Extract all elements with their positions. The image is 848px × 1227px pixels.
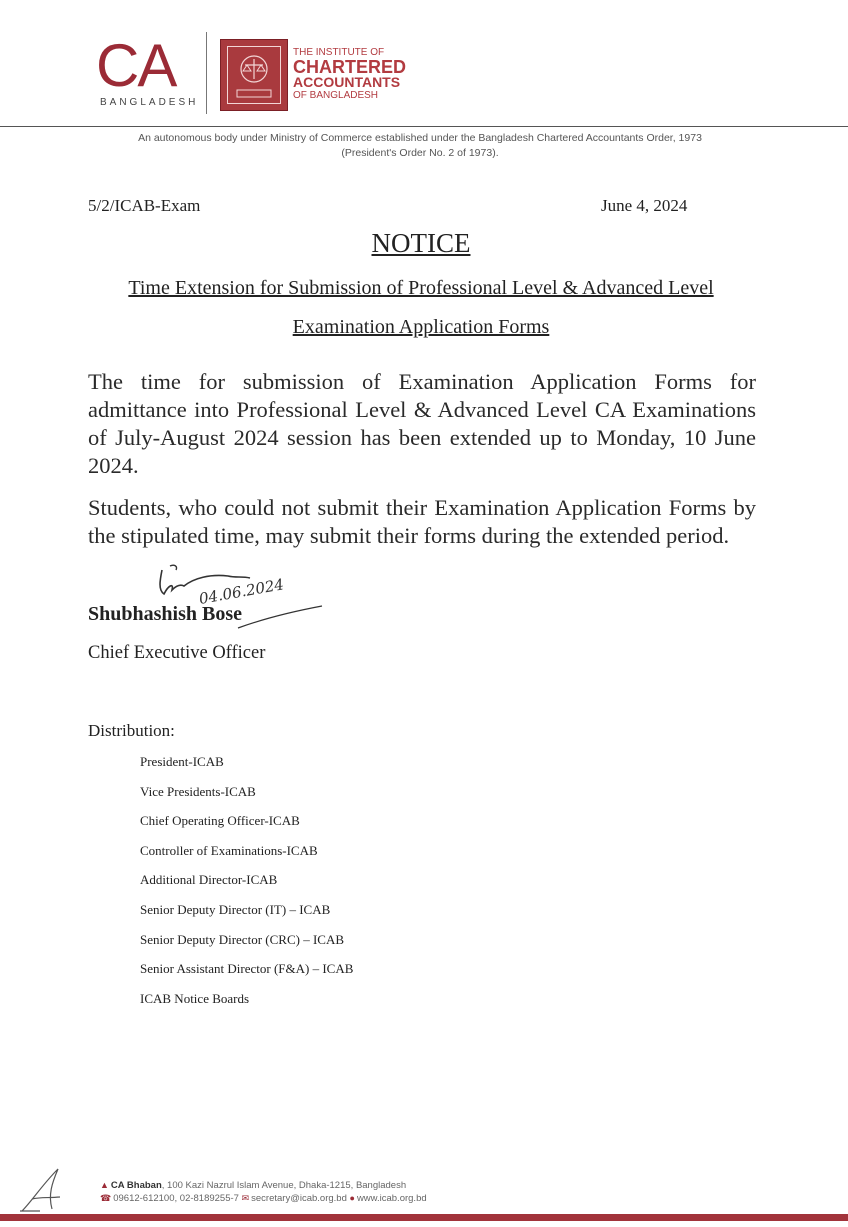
institute-seal-icon — [220, 39, 288, 111]
institute-name-line3: ACCOUNTANTS — [293, 74, 401, 90]
tagline-line2: (President's Order No. 2 of 1973). — [341, 147, 499, 159]
footer-address — [100, 1180, 406, 1191]
notice-paragraph-2: Students, who could not submit their Examination Application Forms by the stipulated time, may submit their forms during the extended period. — [88, 495, 756, 548]
list-item: Chief Operating Officer-ICAB — [140, 813, 300, 829]
list-item: Senior Deputy Director (CRC) – ICAB — [140, 931, 345, 947]
list-item: ICAB Notice Boards — [140, 990, 250, 1006]
footer-street: , 100 Kazi Nazrul Islam Avenue, Dhaka-1215, Bangladesh — [161, 1180, 407, 1191]
institute-name-line2: CHARTERED — [293, 57, 407, 77]
footer-brand-bar — [0, 1214, 848, 1221]
header-divider — [0, 126, 848, 127]
ca-logo-subtitle: BANGLADESH — [100, 97, 199, 108]
list-item: Vice Presidents-ICAB — [140, 783, 256, 799]
list-item: Controller of Examinations-ICAB — [140, 842, 318, 858]
footer-website[interactable]: www.icab.org.bd — [356, 1193, 427, 1204]
logo-divider — [206, 32, 207, 114]
handwritten-date: 04.06.2024 — [197, 575, 286, 608]
signatory-title: Chief Executive Officer — [88, 643, 266, 663]
notice-title: NOTICE — [371, 228, 471, 258]
institute-name-line1: THE INSTITUTE OF — [293, 47, 385, 58]
list-item: Additional Director-ICAB — [140, 872, 278, 888]
notice-date: June 4, 2024 — [601, 196, 688, 215]
home-icon: ▲ — [100, 1180, 109, 1190]
footer-building: CA Bhaban — [110, 1180, 162, 1191]
phone-icon: ☎ — [100, 1193, 112, 1203]
initials-scribble — [18, 1165, 68, 1215]
list-item: Senior Assistant Director (F&A) – ICAB — [140, 961, 354, 977]
distribution-list — [140, 754, 353, 1020]
notice-subject-line1: Time Extension for Submission of Professional Level & Advanced Level — [128, 277, 714, 299]
notice-paragraph-1: The time for submission of Examination Application Forms for admittance into Professional Level & Advanced Level CA Examinations of July-August 2024 session has been extended up to Monday, 10 June 2024. — [88, 369, 756, 478]
institute-name-line4: OF BANGLADESH — [293, 90, 379, 101]
ca-logo-mark: CA — [96, 32, 176, 99]
footer-email[interactable]: secretary@icab.org.bd — [251, 1193, 347, 1204]
notice-subject-line2: Examination Application Forms — [292, 316, 550, 338]
list-item: President-ICAB — [140, 754, 224, 769]
tagline-line1: An autonomous body under Ministry of Commerce established under the Bangladesh Chartered Accountants Order, 1973 — [138, 132, 702, 144]
distribution-label: Distribution: — [88, 721, 175, 740]
footer-phone: 09612-612100, 02-8189255-7 — [113, 1193, 239, 1204]
institute-tagline — [70, 131, 770, 161]
globe-icon: ● — [349, 1193, 355, 1203]
list-item: Senior Deputy Director (IT) – ICAB — [140, 901, 331, 917]
signatory-name: Shubhashish Bose — [88, 603, 242, 625]
mail-icon: ✉ — [241, 1193, 250, 1203]
footer-contact — [100, 1193, 427, 1204]
reference-number: 5/2/ICAB-Exam — [88, 196, 201, 215]
